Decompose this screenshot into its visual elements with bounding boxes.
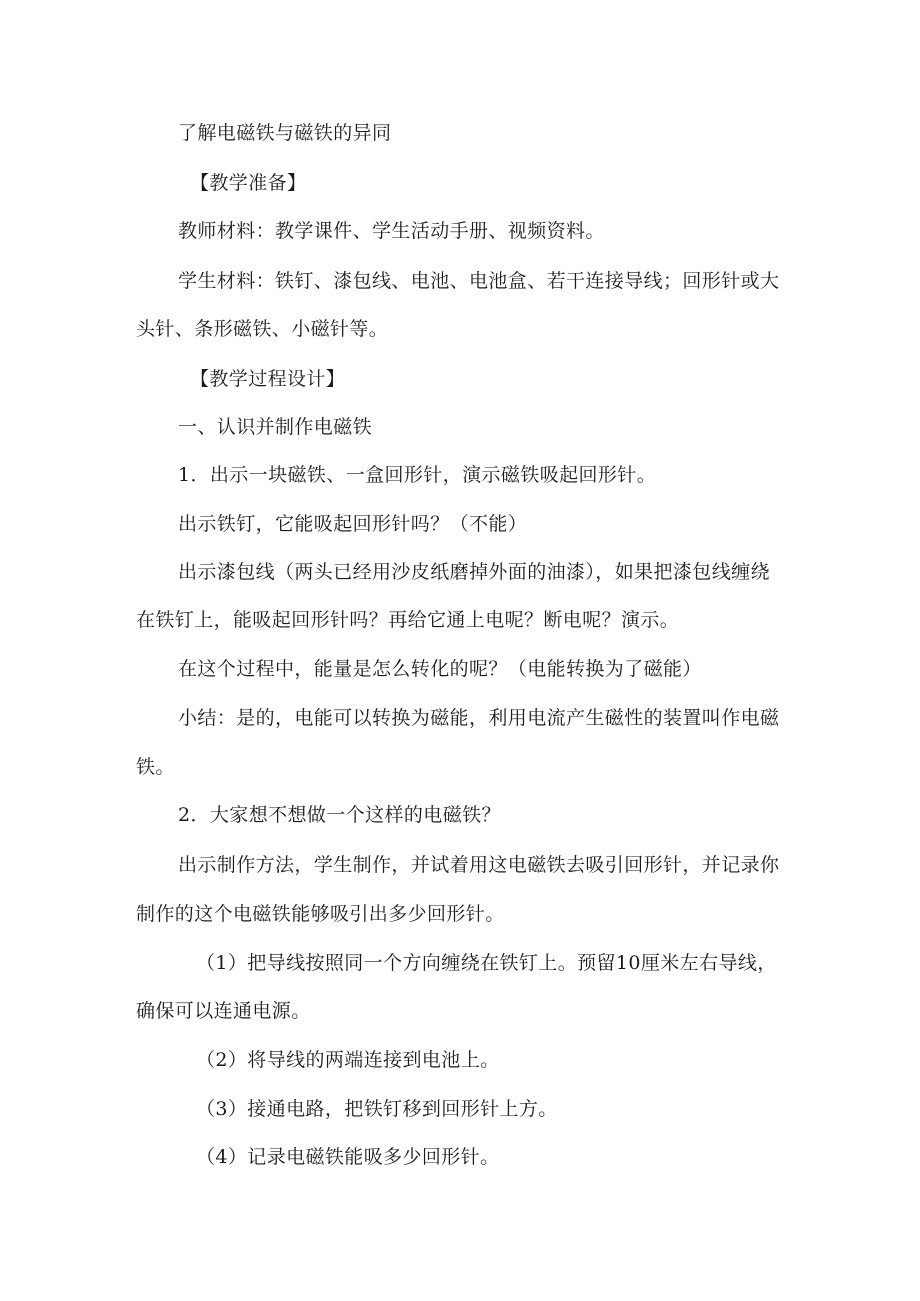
substep-2: （2）将导线的两端连接到电池上。 [196,1049,500,1071]
intro-line: 了解电磁铁与磁铁的异同 [178,122,392,144]
heading-teaching-process: 【教学过程设计】 [190,368,346,390]
heading-teaching-preparation: 【教学准备】 [190,172,307,194]
paragraph-enameled-wire: 出示漆包线（两头已经用沙皮纸磨掉外面的油漆），如果把漆包线缠绕 [178,561,770,583]
substep-3: （3）接通电路，把铁钉移到回形针上方。 [196,1098,558,1120]
paragraph-summary-cont: 铁。 [136,756,175,778]
substep-1: （1）把导线按照同一个方向缠绕在铁钉上。预留10厘米左右导线， [196,952,777,974]
paragraph-energy-conversion: 在这个过程中，能量是怎么转化的呢？（电能转换为了磁能） [178,658,702,680]
step-2: 2．大家想不想做一个这样的电磁铁？ [178,804,501,826]
paragraph-method-cont: 制作的这个电磁铁能够吸引出多少回形针。 [136,903,505,925]
step-1: 1．出示一块磁铁、一盒回形针，演示磁铁吸起回形针。 [178,464,657,486]
paragraph-student-materials: 学生材料：铁钉、漆包线、电池、电池盒、若干连接导线；回形针或大 [178,270,780,292]
substep-4: （4）记录电磁铁能吸多少回形针。 [196,1146,500,1168]
paragraph-iron-nail: 出示铁钉，它能吸起回形针吗？（不能） [178,513,528,535]
paragraph-student-materials-cont: 头针、条形磁铁、小磁针等。 [136,318,389,340]
substep-1-cont: 确保可以连通电源。 [136,1000,311,1022]
paragraph-enameled-wire-cont: 在铁钉上，能吸起回形针吗？再给它通上电呢？断电呢？演示。 [136,609,680,631]
paragraph-teacher-materials: 教师材料：教学课件、学生活动手册、视频资料。 [178,220,605,242]
paragraph-summary: 小结：是的，电能可以转换为磁能，利用电流产生磁性的装置叫作电磁 [178,707,780,729]
paragraph-method: 出示制作方法，学生制作，并试着用这电磁铁去吸引回形针，并记录你 [178,854,780,876]
section-heading-1: 一、认识并制作电磁铁 [178,416,373,438]
